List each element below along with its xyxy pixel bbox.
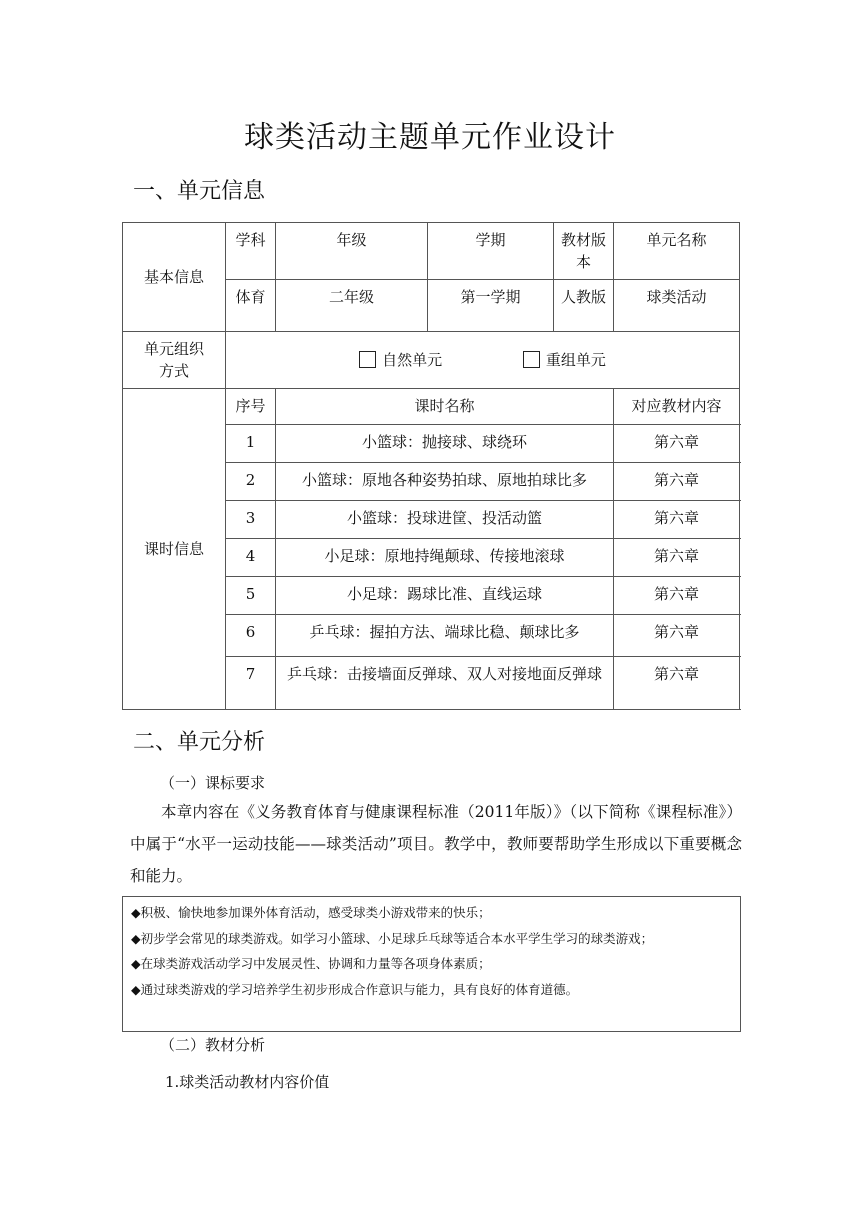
- value-textbook-edition: 人教版: [554, 280, 614, 332]
- numbered-item: 1.球类活动教材内容价值: [165, 1073, 330, 1091]
- checkbox-icon[interactable]: [359, 351, 376, 368]
- basic-info-label: 基本信息: [123, 223, 226, 332]
- section-heading-unit-analysis: 二、单元分析: [133, 730, 266, 755]
- checkbox-icon[interactable]: [523, 351, 540, 368]
- header-textbook-edition: 教材版本: [554, 223, 614, 280]
- list-item: ◆积极、愉快地参加课外体育活动，感受球类小游戏带来的快乐；: [131, 905, 491, 920]
- header-textbook-content: 对应教材内容: [614, 389, 740, 425]
- subheading-textbook-analysis: （二）教材分析: [160, 1036, 266, 1054]
- list-item: ◆通过球类游戏的学习培养学生初步形成合作意识与能力，具有良好的体育道德。: [131, 981, 579, 997]
- section-heading-unit-info: 一、单元信息: [133, 179, 266, 204]
- organization-label: 单元组织方式: [123, 332, 226, 389]
- organization-options: [226, 332, 740, 389]
- header-semester: 学期: [428, 223, 554, 280]
- header-subject: 学科: [226, 223, 276, 280]
- table-row: 3 小篮球：投球进筐、投活动篮 第六章: [123, 501, 740, 539]
- header-lesson-name: 课时名称: [276, 389, 614, 425]
- value-subject: 体育: [226, 280, 276, 332]
- table-row: 6 乒乓球：握拍方法、端球比稳、颠球比多 第六章: [123, 615, 740, 657]
- header-grade: 年级: [276, 223, 428, 280]
- table-row: 1 小篮球：抛接球、球绕环 第六章: [123, 425, 740, 463]
- document-title: 球类活动主题单元作业设计: [244, 120, 616, 155]
- lesson-info-label: 课时信息: [123, 389, 226, 710]
- table-row: 7 乒乓球：击接墙面反弹球、双人对接地面反弹球 第六章: [123, 657, 740, 710]
- value-unit-name: 球类活动: [614, 280, 740, 332]
- unit-info-table: [122, 222, 740, 710]
- option-natural-unit[interactable]: 自然单元: [359, 349, 442, 371]
- table-row: 5 小足球：踢球比准、直线运球 第六章: [123, 577, 740, 615]
- subheading-curriculum-requirements: （一）课标要求: [160, 774, 266, 792]
- requirements-box: [122, 896, 741, 1032]
- list-item: ◆在球类游戏活动学习中发展灵性、协调和力量等各项身体素质；: [131, 956, 491, 971]
- option-regrouped-unit[interactable]: 重组单元: [523, 349, 606, 371]
- table-row: 4 小足球：原地持绳颠球、传接地滚球 第六章: [123, 539, 740, 577]
- value-grade: 二年级: [276, 280, 428, 332]
- list-item: ◆初步学会常见的球类游戏。如学习小篮球、小足球乒乓球等适合本水平学生学习的球类游戏；: [131, 930, 654, 946]
- table-row: 2 小篮球：原地各种姿势拍球、原地拍球比多 第六章: [123, 463, 740, 501]
- value-semester: 第一学期: [428, 280, 554, 332]
- header-unit-name: 单元名称: [614, 223, 740, 280]
- body-paragraph: 本章内容在《义务教育体育与健康课程标准（2011年版）》（以下简称《课程标准》）中属于“水平一运动技能——球类活动”项目。教学中，教师要帮助学生形成以下重要概念和能力。: [130, 803, 742, 885]
- header-lesson-no: 序号: [226, 389, 276, 425]
